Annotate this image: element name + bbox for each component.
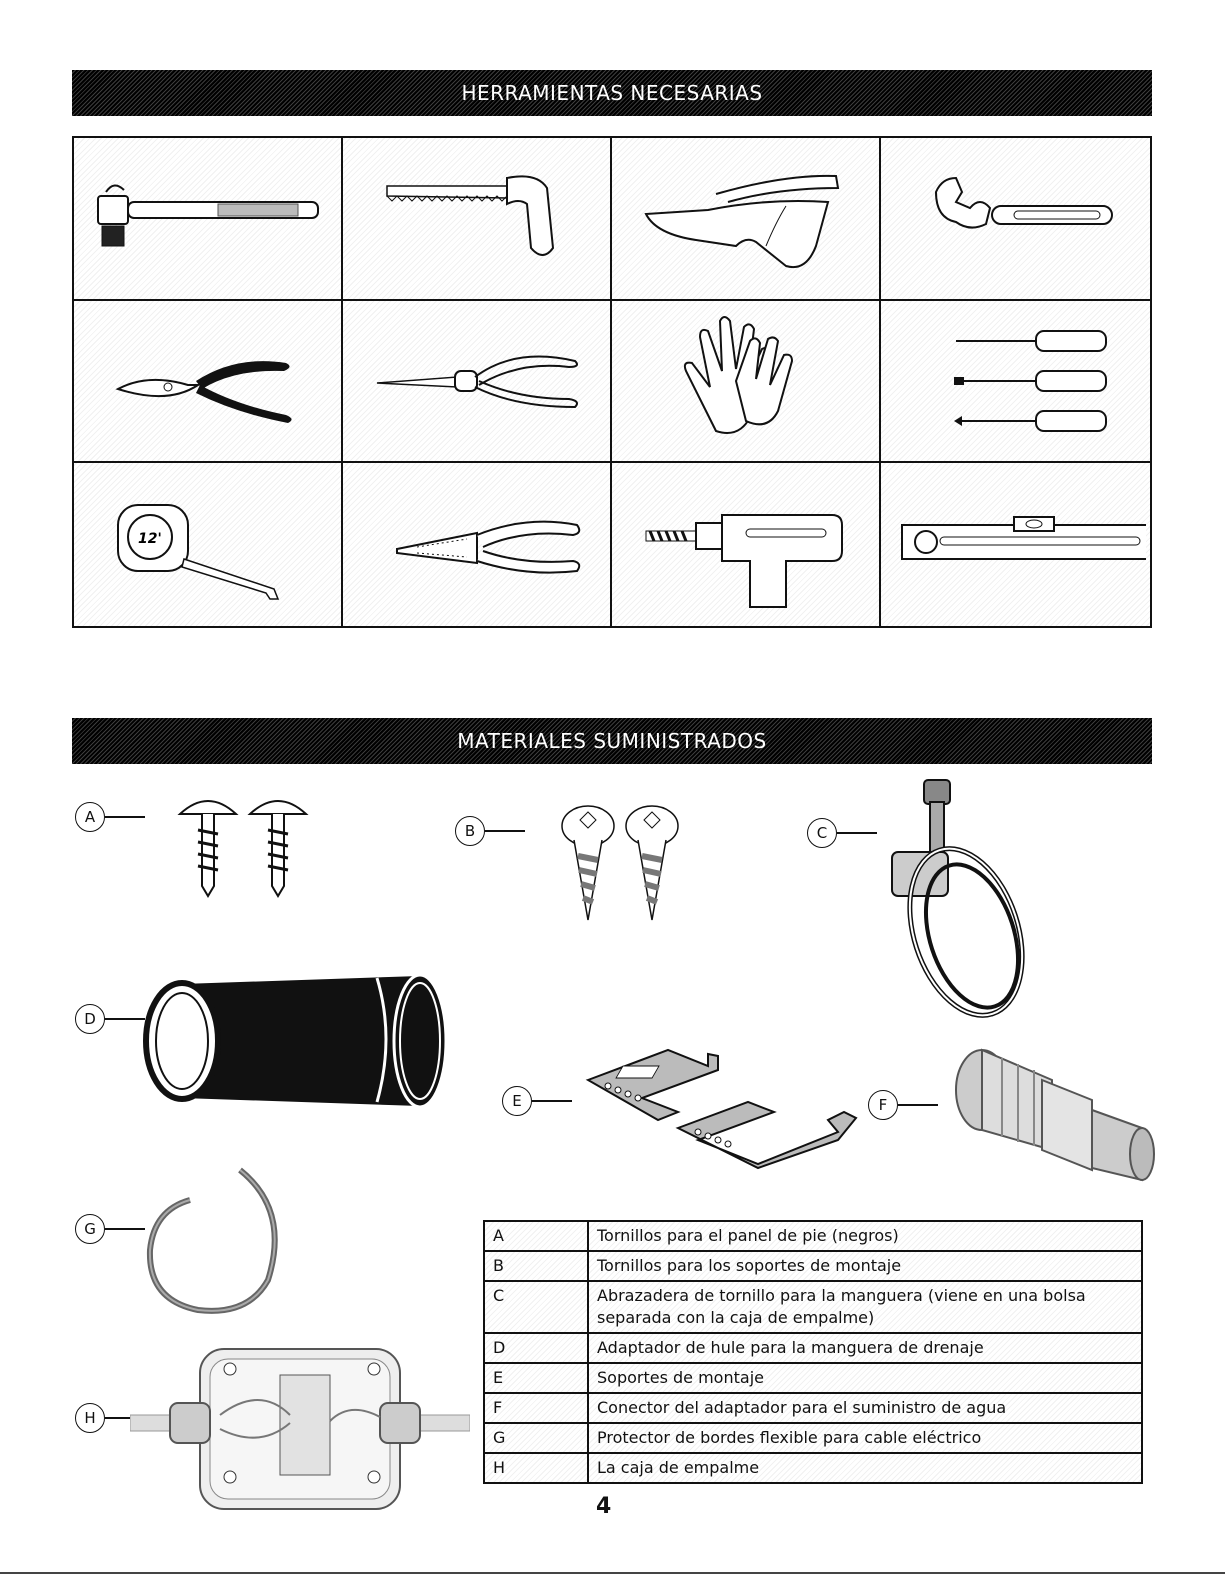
page-number: 4	[596, 1494, 612, 1519]
legend-key: H	[484, 1453, 588, 1483]
materials-section-title: MATERIALES SUMINISTRADOS	[457, 729, 767, 753]
legend-description: Abrazadera de tornillo para la manguera (viene en una bolsa separada con la caja de empalme)	[588, 1281, 1142, 1333]
slip-joint-pliers-icon	[88, 311, 328, 451]
callout-d	[75, 1004, 145, 1034]
callout-c-label: C	[807, 818, 837, 848]
legend-row	[484, 1281, 1142, 1333]
level-icon	[886, 475, 1146, 615]
tool-cell-drill	[612, 463, 881, 626]
part-e-mounting-brackets-icon	[578, 1040, 868, 1170]
tape-measure-icon	[88, 475, 328, 615]
screwdrivers-icon	[896, 311, 1136, 451]
legend-key: E	[484, 1363, 588, 1393]
tool-cell-screwdrivers	[881, 301, 1150, 464]
work-gloves-icon	[626, 311, 866, 451]
wire-stripper-icon	[357, 475, 597, 615]
needle-nose-pliers-icon	[357, 311, 597, 451]
legend-key: C	[484, 1281, 588, 1333]
legend-description: Conector del adaptador para el suministro de agua	[588, 1393, 1142, 1423]
part-d-rubber-adapter-icon	[142, 966, 462, 1116]
callout-d-label: D	[75, 1004, 105, 1034]
callout-c	[807, 818, 877, 848]
part-a-screws-icon	[172, 790, 322, 900]
tool-cell-stripper	[343, 463, 612, 626]
hammer-icon	[88, 148, 328, 288]
part-h-junction-box-icon	[130, 1345, 470, 1515]
drywall-saw-icon	[357, 148, 597, 288]
legend-row	[484, 1363, 1142, 1393]
legend-row	[484, 1221, 1142, 1251]
power-drill-icon	[626, 475, 866, 615]
tape-size-label: 12'	[137, 530, 162, 547]
callout-a-label: A	[75, 802, 105, 832]
tools-section-banner	[72, 70, 1152, 116]
tool-cell-slip-pliers	[74, 301, 343, 464]
legend-description: Tornillos para los soportes de montaje	[588, 1251, 1142, 1281]
legend-description: Protector de bordes flexible para cable eléctrico	[588, 1423, 1142, 1453]
part-c-hose-clamp-icon	[884, 772, 1034, 1032]
tool-cell-level	[881, 463, 1150, 626]
materials-legend-table	[483, 1220, 1143, 1484]
legend-key: D	[484, 1333, 588, 1363]
tool-cell-glasses	[612, 138, 881, 301]
tools-section-title: HERRAMIENTAS NECESARIAS	[461, 81, 763, 105]
legend-row	[484, 1453, 1142, 1483]
legend-description: La caja de empalme	[588, 1453, 1142, 1483]
materials-section-banner	[72, 718, 1152, 764]
tool-cell-needle-pliers	[343, 301, 612, 464]
legend-row	[484, 1393, 1142, 1423]
callout-e-label: E	[502, 1086, 532, 1116]
callout-a	[75, 802, 145, 832]
callout-f-label: F	[868, 1090, 898, 1120]
tool-cell-tape	[74, 463, 343, 626]
callout-g-label: G	[75, 1214, 105, 1244]
tool-cell-hammer	[74, 138, 343, 301]
legend-row	[484, 1251, 1142, 1281]
tool-cell-wrench	[881, 138, 1150, 301]
tool-cell-saw	[343, 138, 612, 301]
legend-row	[484, 1333, 1142, 1363]
legend-description: Adaptador de hule para la manguera de drenaje	[588, 1333, 1142, 1363]
legend-key: G	[484, 1423, 588, 1453]
safety-glasses-icon	[626, 148, 866, 288]
part-f-connector-icon	[942, 1040, 1172, 1210]
tool-cell-gloves	[612, 301, 881, 464]
page-bottom-divider	[0, 1572, 1225, 1574]
legend-row	[484, 1423, 1142, 1453]
callout-b-label: B	[455, 816, 485, 846]
tools-grid	[72, 136, 1152, 628]
legend-key: F	[484, 1393, 588, 1423]
callout-h-label: H	[75, 1403, 105, 1433]
legend-description: Tornillos para el panel de pie (negros)	[588, 1221, 1142, 1251]
callout-g	[75, 1214, 145, 1244]
part-b-screws-icon	[556, 800, 686, 930]
callout-b	[455, 816, 525, 846]
callout-f	[868, 1090, 938, 1120]
adjustable-wrench-icon	[896, 148, 1136, 288]
legend-key: B	[484, 1251, 588, 1281]
part-g-edge-protector-icon	[140, 1160, 300, 1320]
legend-description: Soportes de montaje	[588, 1363, 1142, 1393]
callout-e	[502, 1086, 572, 1116]
legend-key: A	[484, 1221, 588, 1251]
